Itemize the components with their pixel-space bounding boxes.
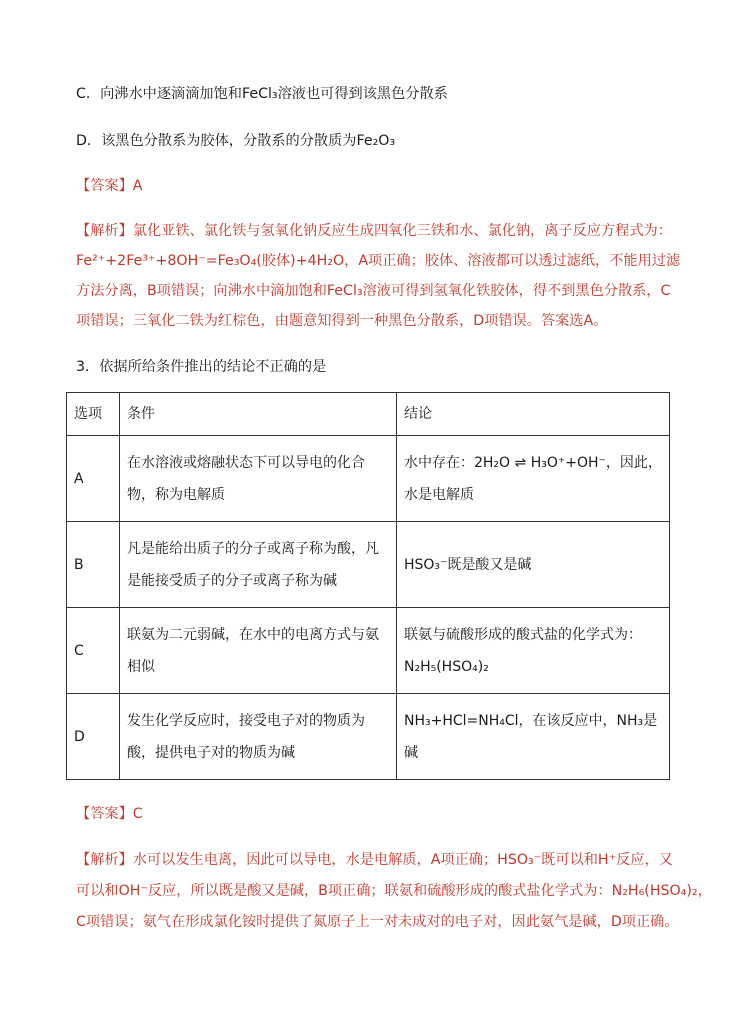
row-option: A [67, 436, 120, 522]
row-conclusion: 联氨与硫酸形成的酸式盐的化学式为：N₂H₅(HSO₄)₂ [397, 608, 670, 694]
answer-label: 【答案】 [76, 806, 133, 822]
row-condition: 发生化学反应时，接受电子对的物质为酸，提供电子对的物质为碱 [120, 694, 397, 780]
answer-2 [76, 803, 143, 823]
explanation-text: 水可以发生电离，因此可以导电，水是电解质，A项正确；HSO₃⁻既可以和H⁺反应，又 [132, 852, 673, 868]
explanation-1-line-1 [76, 220, 672, 240]
explanation-label: 【解析】 [76, 223, 133, 239]
explanation-2-line-3: C项错误；氨气在形成氯化铵时提供了氮原子上一对未成对的电子对，因此氨气是碱，D项正确。 [76, 914, 679, 930]
row-condition: 在水溶液或熔融状态下可以导电的化合物，称为电解质 [120, 436, 397, 522]
row-option: B [67, 522, 120, 608]
explanation-1-line-4: 项错误；三氧化二铁为红棕色，由题意知得到一种黑色分散系，D项错误。答案选A。 [76, 313, 608, 329]
header-condition: 条件 [120, 393, 397, 436]
row-condition: 联氨为二元弱碱，在水中的电离方式与氨相似 [120, 608, 397, 694]
question-3: 3．依据所给条件推出的结论不正确的是 [76, 359, 327, 375]
table-header-row [67, 393, 670, 436]
header-option: 选项 [67, 393, 120, 436]
explanation-2-line-2: 可以和OH⁻反应，所以既是酸又是碱，B项正确；联氨和硫酸形成的酸式盐化学式为：N₂H₆(HSO₄)₂， [76, 883, 712, 899]
answer-value: A [132, 178, 143, 194]
conditions-table [66, 392, 670, 780]
row-option: D [67, 694, 120, 780]
table-row [67, 694, 670, 780]
row-condition: 凡是能给出质子的分子或离子称为酸，凡是能接受质子的分子或离子称为碱 [120, 522, 397, 608]
explanation-1-line-2: Fe²⁺+2Fe³⁺+8OH⁻=Fe₃O₄(胶体)+4H₂O，A项正确；胶体、溶液都可以透过滤纸，不能用过滤 [76, 253, 681, 269]
row-conclusion: HSO₃⁻既是酸又是碱 [397, 522, 670, 608]
answer-value: C [132, 806, 143, 822]
table-row [67, 608, 670, 694]
explanation-text: 氯化亚铁、氯化铁与氢氧化钠反应生成四氧化三铁和水、氯化钠，离子反应方程式为： [132, 223, 672, 239]
table-row [67, 522, 670, 608]
option-d: D．该黑色分散系为胶体，分散系的分散质为Fe₂O₃ [76, 133, 396, 149]
answer-label: 【答案】 [76, 178, 133, 194]
header-conclusion: 结论 [397, 393, 670, 436]
explanation-2-line-1 [76, 849, 673, 869]
option-c: C．向沸水中逐滴滴加饱和FeCl₃溶液也可得到该黑色分散系 [76, 86, 448, 102]
row-conclusion: 水中存在：2H₂O ⇌ H₃O⁺+OH⁻，因此，水是电解质 [397, 436, 670, 522]
row-conclusion: NH₃+HCl=NH₄Cl，在该反应中，NH₃是碱 [397, 694, 670, 780]
explanation-1-line-3: 方法分离，B项错误；向沸水中滴加饱和FeCl₃溶液可得到氢氧化铁胶体，得不到黑色分散系，C [76, 283, 671, 299]
table-row [67, 436, 670, 522]
explanation-label: 【解析】 [76, 852, 133, 868]
answer-1 [76, 175, 142, 195]
row-option: C [67, 608, 120, 694]
